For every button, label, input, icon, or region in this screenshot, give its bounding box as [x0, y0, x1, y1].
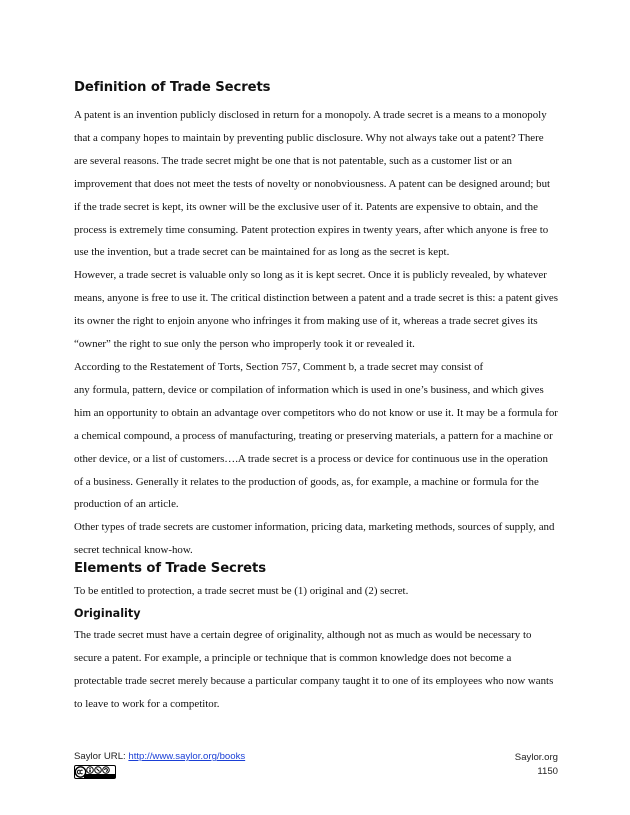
- paragraph-originality: The trade secret must have a certain degree of originality, although not as much as would be necessary to secure a patent. For example, a principle or technique that is common knowledge does not become a protectable trade secret merely because a particular company taught it to one of its employees who now wants to leave to work for a competitor.: [74, 629, 554, 710]
- paragraph-restatement-quote: any formula, pattern, device or compilation of information which is used in one’s business, and which gives him an opportunity to obtain an advantage over competitors who do not know or use it. It may be a formula for a chemical compound, a process of manufacturing, treating or preserving materials, a pattern for a machine or other device, or a list of customers….A trade secret is a process or device for continuous use in the operation of a business. Generally it relates to the production of goods, as, for example, a machine or formula for the production of an article.: [74, 383, 558, 511]
- section-heading-definition: Definition of Trade Secrets: [74, 80, 271, 95]
- footer-source: [74, 751, 245, 762]
- subheading-originality: Originality: [74, 607, 141, 621]
- footer-url-link[interactable]: http://www.saylor.org/books: [128, 751, 246, 762]
- paragraph-other-types: Other types of trade secrets are customer information, pricing data, marketing methods, sources of supply, and secret technical know-how.: [74, 521, 555, 557]
- section-heading-elements: Elements of Trade Secrets: [74, 561, 266, 577]
- paragraph-valuable-while-secret: However, a trade secret is valuable only so long as it is kept secret. Once it is publicly revealed, by whatever means, anyone is free to use it. The critical distinction between a patent and a trade secret is this: a patent gives its owner the right to enjoin anyone who infringes it from making use of it, whereas a trade secret gives its “owner” the right to sue only the person who improperly took it or revealed it.: [74, 269, 558, 351]
- footer-site: Saylor.org: [514, 752, 558, 763]
- paragraph-restatement-intro: According to the Restatement of Torts, Section 757, Comment b, a trade secret may consist of: [74, 360, 484, 373]
- page-content: [74, 76, 558, 716]
- footer-url-label: Saylor URL:: [74, 751, 129, 762]
- creative-commons-license-icon: [74, 765, 116, 779]
- paragraph-patent-vs-secret: A patent is an invention publicly disclosed in return for a monopoly. A trade secret is a means to a monopoly that a company hopes to maintain by preventing public disclosure. Why not always take out a patent? There are several reasons. The trade secret might be one that is not patentable, such as a customer list or an improvement that does not meet the tests of novelty or nonobviousness. A patent can be designed around; but if the trade secret is kept, its owner will be the exclusive user of it. Patents are expensive to obtain, and the process is extremely time consuming. Patent protection expires in twenty years, after which anyone is free to use the invention, but a trade secret can be maintained for as long as the secret is kept.: [74, 109, 551, 259]
- page-footer: [74, 751, 558, 787]
- paragraph-elements-intro: To be entitled to protection, a trade secret must be (1) original and (2) secret.: [74, 585, 409, 598]
- footer-site-info: [515, 751, 558, 779]
- page-number: 1150: [537, 766, 558, 777]
